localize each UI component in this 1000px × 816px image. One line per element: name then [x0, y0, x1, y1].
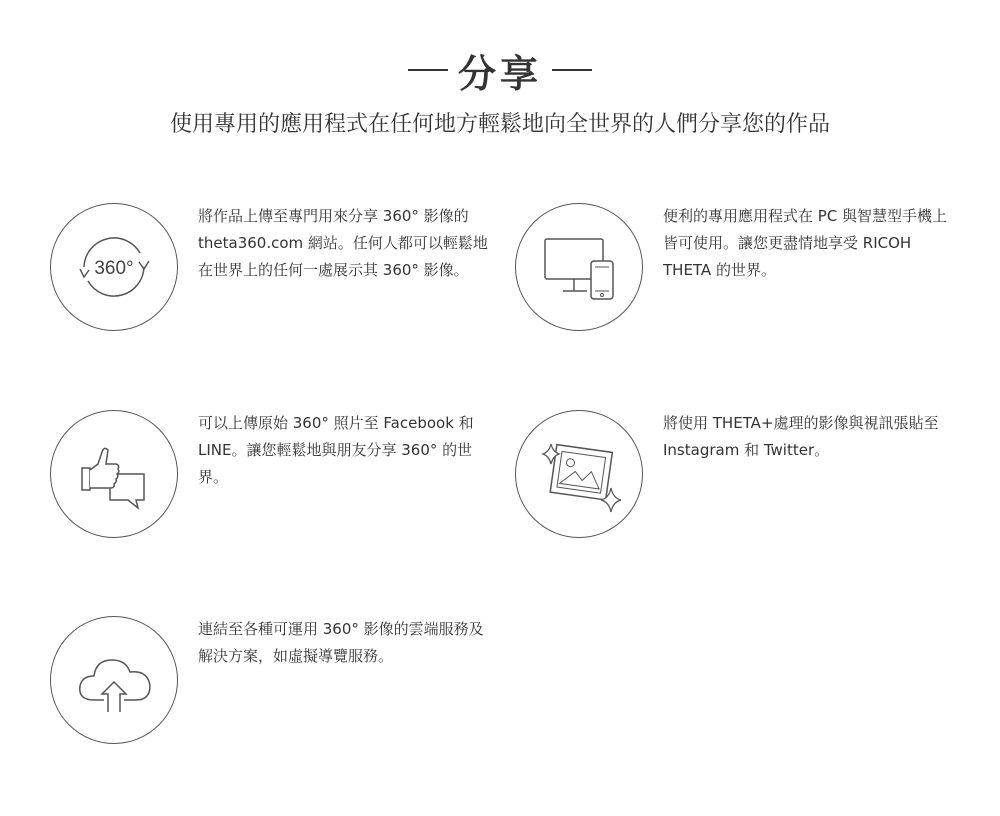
360-rotate-icon — [64, 217, 164, 317]
page-title: 分享 — [457, 51, 542, 96]
feature-cloud — [50, 616, 510, 756]
title-dash-right — [552, 69, 592, 71]
feature-icon-circle — [50, 203, 178, 331]
feature-instagram-twitter — [515, 410, 975, 550]
feature-description: 將使用 THETA+處理的影像與視訊張貼至 Instagram 和 Twitter。 — [663, 414, 939, 459]
monitor-phone-icon — [529, 217, 629, 317]
title-row — [0, 42, 1000, 98]
360-label: 360° — [94, 258, 134, 279]
feature-icon-circle — [515, 203, 643, 331]
feature-description: 將作品上傳至專門用來分享 360° 影像的 theta360.com 網站。任何人都可以輕鬆地在世界上的任何一處展示其 360° 影像。 — [198, 207, 488, 279]
feature-apps — [515, 203, 975, 343]
feature-description: 連結至各種可運用 360° 影像的雲端服務及解決方案，如虛擬導覽服務。 — [198, 620, 484, 665]
thumbs-up-chat-icon — [64, 424, 164, 524]
feature-icon-circle — [515, 410, 643, 538]
title-dash-left — [408, 69, 448, 71]
page-subtitle: 使用專用的應用程式在任何地方輕鬆地向全世界的人們分享您的作品 — [169, 112, 830, 137]
feature-360-share — [50, 203, 510, 343]
feature-description: 可以上傳原始 360° 照片至 Facebook 和 LINE。讓您輕鬆地與朋友分享 360° 的世界。 — [198, 414, 474, 486]
feature-icon-circle — [50, 616, 178, 744]
cloud-upload-icon — [64, 630, 164, 730]
feature-social — [50, 410, 510, 550]
feature-description: 便利的專用應用程式在 PC 與智慧型手機上皆可使用。讓您更盡情地享受 RICOH THETA 的世界。 — [663, 207, 948, 279]
photo-sparkle-icon — [529, 424, 629, 524]
feature-icon-circle — [50, 410, 178, 538]
